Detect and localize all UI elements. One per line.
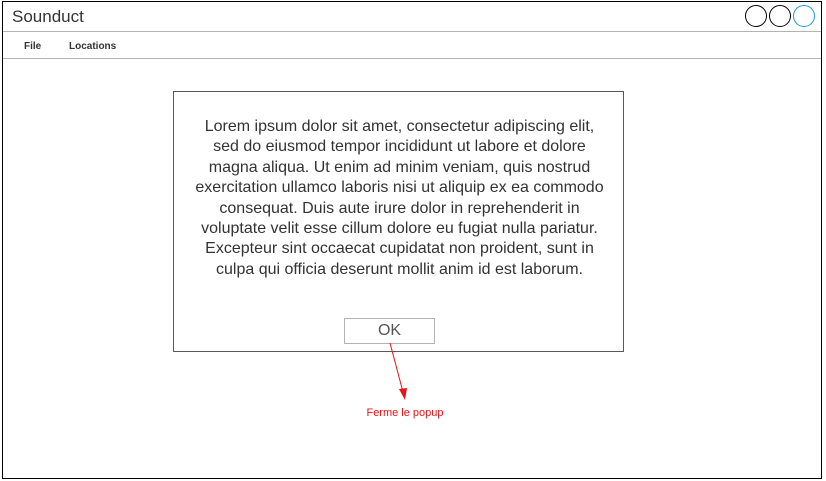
annotation-label: Ferme le popup <box>366 407 444 419</box>
close-circle-icon[interactable] <box>793 5 815 27</box>
menu-bar <box>3 32 821 59</box>
maximize-circle-icon[interactable] <box>769 5 791 27</box>
ok-button[interactable]: OK <box>344 318 435 344</box>
app-title: Sounduct <box>12 7 84 26</box>
minimize-circle-icon[interactable] <box>745 5 767 27</box>
menu-item-file[interactable]: File <box>24 41 42 52</box>
title-bar <box>3 2 821 32</box>
dialog-message: Lorem ipsum dolor sit amet, consectetur adipiscing elit, sed do eiusmod tempor incididunt ut labore et dolore magna aliqua. Ut enim ad minim veniam, quis nostrud exercitation ullamco laboris nisi ut aliquip ex ea commodo consequat. Duis aute irure dolor in reprehenderit in voluptate velit esse cillum dolore eu fugiat nulla pariatur. Excepteur sint occaecat cupidatat non proident, sunt in culpa qui officia deserunt mollit anim id est laborum. <box>195 118 604 278</box>
popup-dialog <box>173 91 624 352</box>
menu-item-locations[interactable]: Locations <box>69 41 117 52</box>
